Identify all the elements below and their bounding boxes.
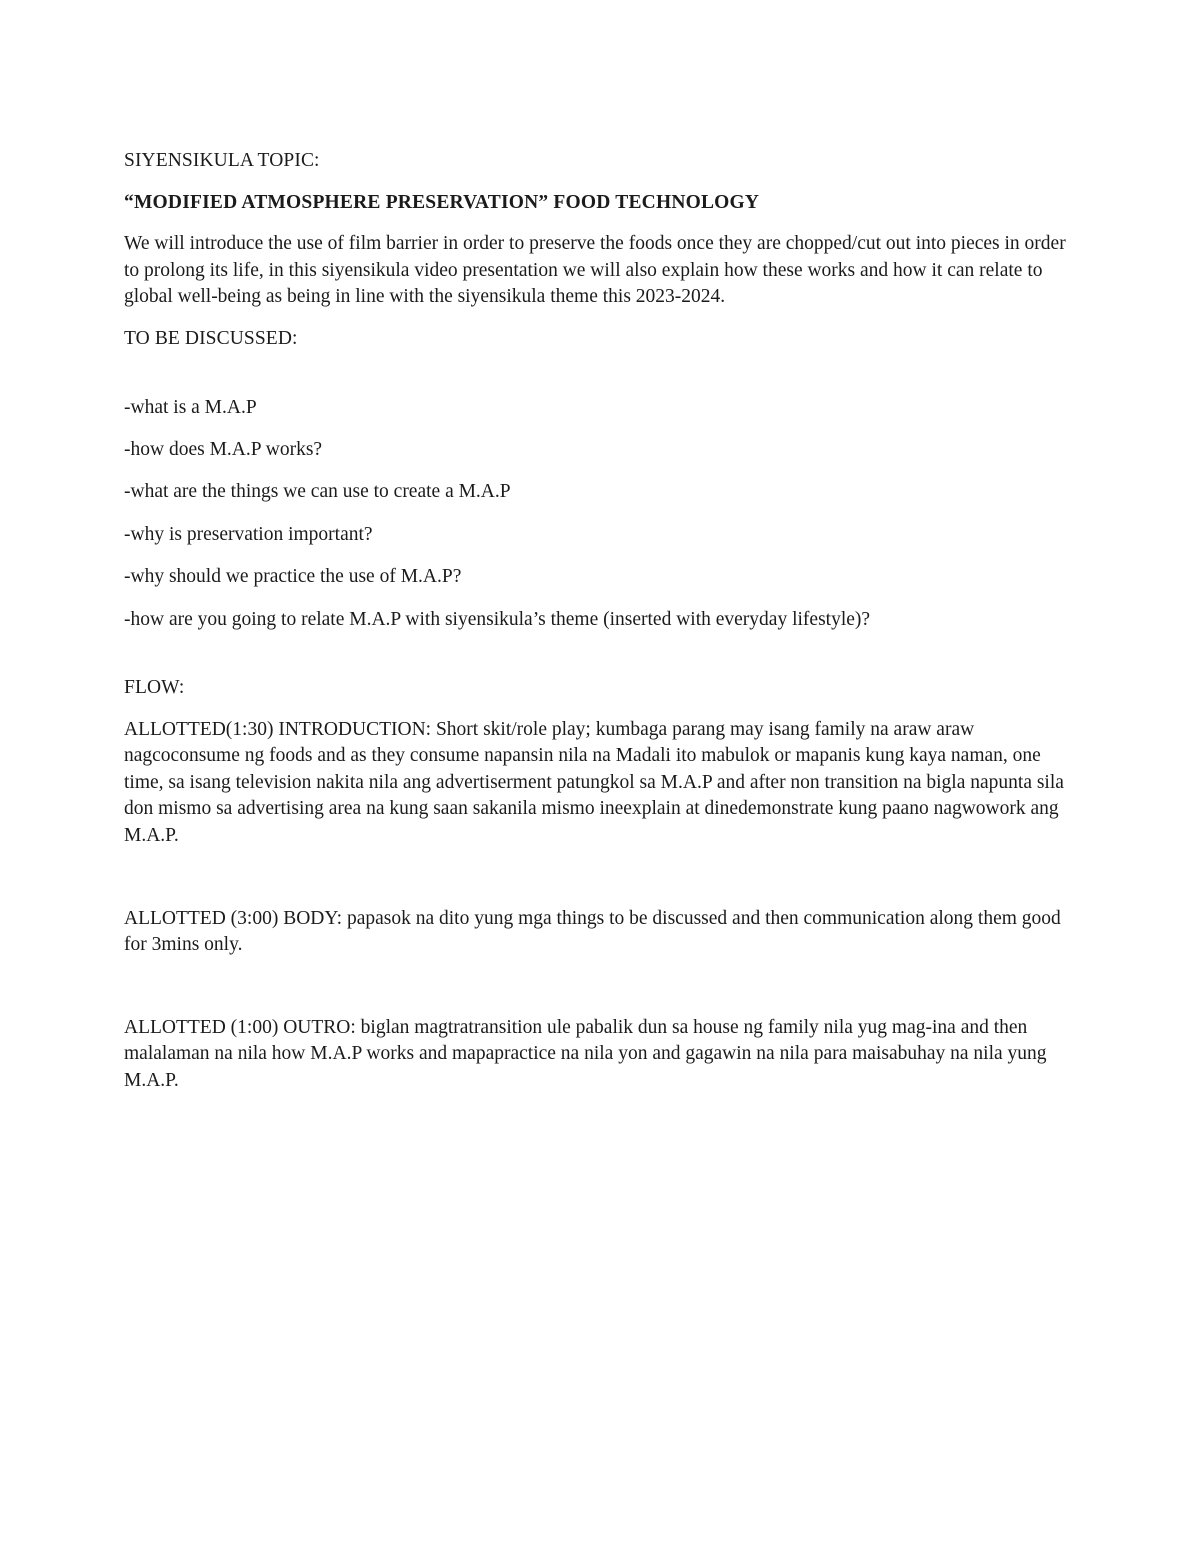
flow-section-introduction: ALLOTTED(1:30) INTRODUCTION: Short skit/role play; kumbaga parang may isang family na araw araw nagcoconsume ng foods and as they consume napansin nila na Madali ito mabulok or mapanis kung kaya naman, one time, sa isang television nakita nila ang advertiserment patungkol sa M.A.P and after non transition na bigla napunta sila don mismo sa advertising area na kung saan sakanila mismo ineexplain at dinedemonstrate kung paano nagwowork ang M.A.P. [124, 718, 1064, 847]
flow-label: FLOW: [124, 677, 185, 699]
intro-paragraph: We will introduce the use of film barrier in order to preserve the foods once they are chopped/cut out into pieces in order to prolong its life, in this siyensikula video presentation we will also explain how these works and how it can relate to global well-being as being in line with the siyensikula theme this 2023-2024. [124, 233, 1066, 308]
list-item: -how does M.A.P works? [124, 438, 323, 460]
list-item: -how are you going to relate M.A.P with siyensikula’s theme (inserted with everyday lifestyle)? [124, 608, 871, 630]
discuss-label: TO BE DISCUSSED: [124, 327, 298, 349]
document-page [124, 148, 1074, 1110]
topic-label: SIYENSIKULA TOPIC: [124, 150, 320, 171]
list-item: -what is a M.A.P [124, 396, 257, 418]
list-item: -what are the things we can use to create a M.A.P [124, 481, 511, 503]
document-title: “MODIFIED ATMOSPHERE PRESERVATION” FOOD TECHNOLOGY [124, 191, 760, 213]
list-item: -why is preservation important? [124, 523, 373, 545]
list-item: -why should we practice the use of M.A.P? [124, 566, 462, 588]
discuss-list [124, 395, 1074, 634]
flow-section-outro: ALLOTTED (1:00) OUTRO: biglan magtratransition ule pabalik dun sa house ng family nila yug mag-ina and then malalaman na nila how M.A.P works and mapapractice na nila yon and gagawin na nila para maisabuhay na nila yung M.A.P. [124, 1016, 1047, 1092]
flow-section-body: ALLOTTED (3:00) BODY: papasok na dito yung mga things to be discussed and then communication along them good for 3mins only. [124, 907, 1061, 956]
